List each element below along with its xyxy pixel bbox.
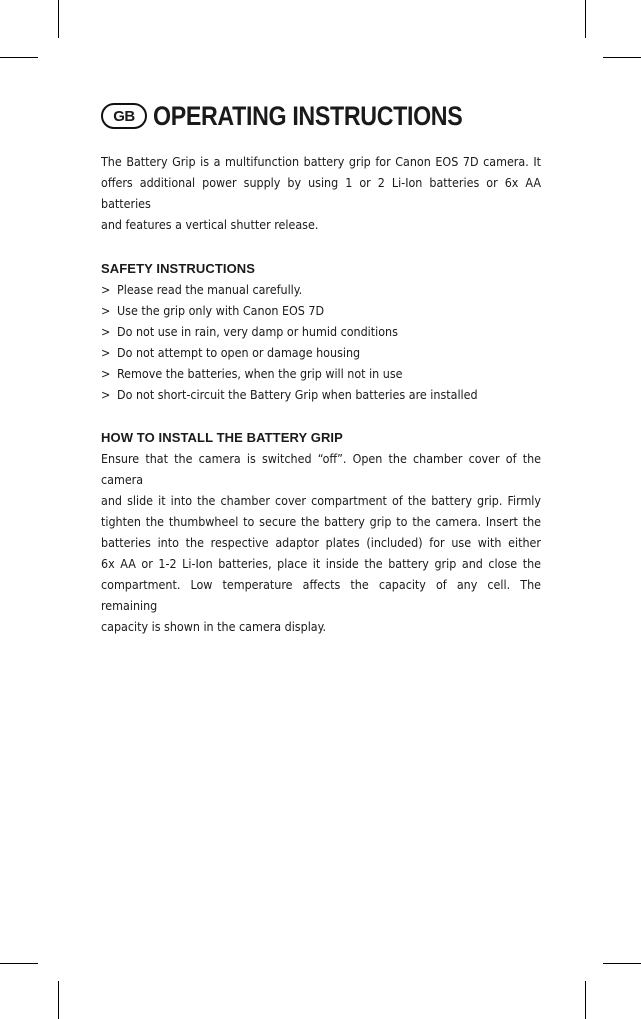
- bullet-marker: >: [101, 387, 111, 402]
- intro-line: offers additional power supply by using 1 or 2 Li-Ion batteries or 6x AA batteries: [101, 175, 541, 211]
- bullet-marker: >: [101, 345, 111, 360]
- install-line: compartment. Low temperature affects the capacity of any cell. The remaining: [101, 577, 541, 613]
- safety-heading: SAFETY INSTRUCTIONS: [101, 261, 256, 276]
- safety-list: [101, 279, 541, 405]
- list-item-text: Please read the manual carefully.: [117, 282, 303, 297]
- bullet-marker: >: [101, 282, 111, 297]
- crop-mark-top-right-v: [585, 0, 586, 38]
- install-line: capacity is shown in the camera display.: [101, 619, 326, 634]
- list-item: [101, 279, 541, 300]
- bullet-marker: >: [101, 366, 111, 381]
- crop-mark-bottom-right-v: [585, 981, 586, 1019]
- intro-line: The Battery Grip is a multifunction battery grip for Canon EOS 7D camera. It: [101, 154, 541, 169]
- manual-page: [101, 98, 541, 637]
- crop-mark-top-right-h: [603, 57, 641, 58]
- list-item: [101, 342, 541, 363]
- intro-paragraph: [101, 151, 541, 235]
- list-item-text: Do not use in rain, very damp or humid conditions: [117, 324, 398, 339]
- list-item-text: Do not short-circuit the Battery Grip when batteries are installed: [117, 387, 478, 402]
- install-heading: HOW TO INSTALL THE BATTERY GRIP: [101, 430, 343, 445]
- list-item: [101, 321, 541, 342]
- install-line: and slide it into the chamber cover compartment of the battery grip. Firmly: [101, 493, 541, 508]
- install-line: Ensure that the camera is switched “off”. Open the chamber cover of the camera: [101, 451, 541, 487]
- install-line: tighten the thumbwheel to secure the battery grip to the camera. Insert the: [101, 514, 541, 529]
- crop-mark-top-left-v: [58, 0, 59, 38]
- bullet-marker: >: [101, 303, 111, 318]
- list-item: [101, 363, 541, 384]
- crop-mark-bottom-left-v: [58, 981, 59, 1019]
- list-item-text: Do not attempt to open or damage housing: [117, 345, 361, 360]
- list-item-text: Use the grip only with Canon EOS 7D: [117, 303, 325, 318]
- install-paragraph: [101, 448, 541, 637]
- crop-mark-bottom-right-h: [603, 963, 641, 964]
- crop-mark-top-left-h: [0, 57, 38, 58]
- install-line: batteries into the respective adaptor plates (included) for use with either: [101, 535, 541, 550]
- bullet-marker: >: [101, 324, 111, 339]
- list-item: [101, 384, 541, 405]
- language-badge: GB: [101, 103, 147, 129]
- intro-line: and features a vertical shutter release.: [101, 217, 319, 232]
- crop-mark-bottom-left-h: [0, 963, 38, 964]
- list-item-text: Remove the batteries, when the grip will not in use: [117, 366, 403, 381]
- page-title: OPERATING INSTRUCTIONS: [153, 100, 463, 131]
- page-header: [101, 98, 541, 134]
- list-item: [101, 300, 541, 321]
- install-line: 6x AA or 1-2 Li-Ion batteries, place it inside the battery grip and close the: [101, 556, 541, 571]
